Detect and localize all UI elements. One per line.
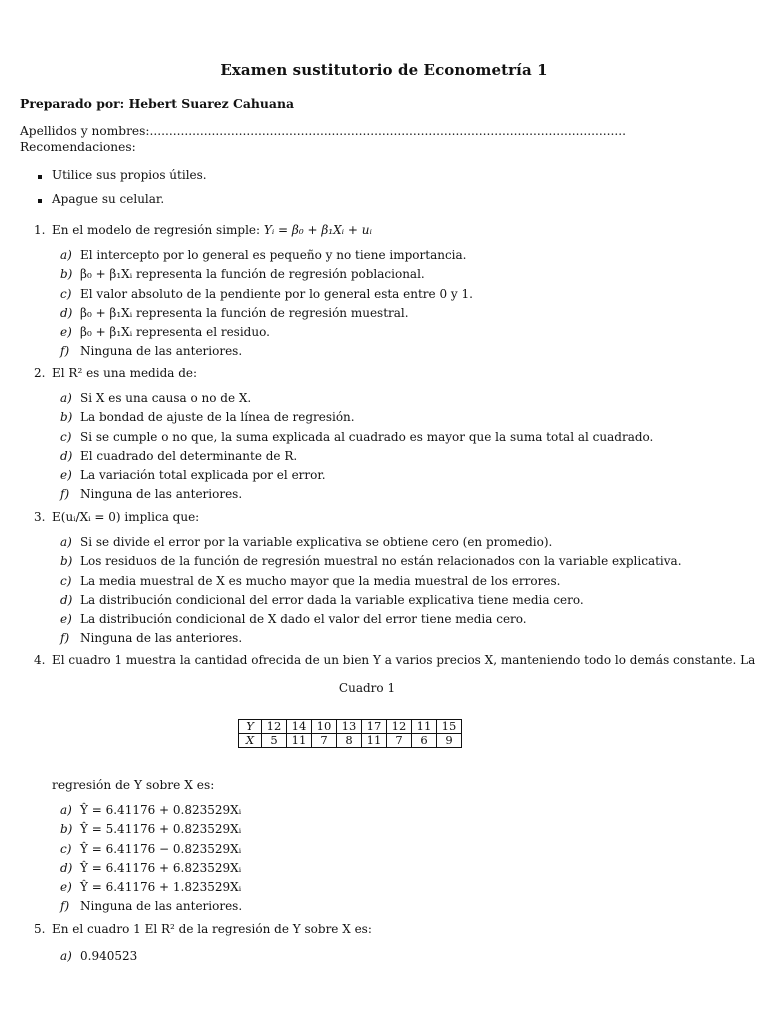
question-3 <box>34 510 199 524</box>
option-item[interactable]: c) La media muestral de X es mucho mayor que la media muestral de los errores. <box>60 573 561 588</box>
question-2-options <box>60 390 653 506</box>
option-item[interactable]: e) β₀ + β₁Xᵢ representa el residuo. <box>60 325 270 340</box>
option-item[interactable]: a) Si se divide el error por la variable explicativa se obtiene cero (en promedio). <box>60 535 553 549</box>
exam-page: Examen sustitutorio de Econometría 1 Preparado por: Hebert Suarez Cahuana Apellidos y nombres:........................................................................................................................... Recomendaciones: Utilice sus propios útiles. Apague su celular. 1. En el modelo de regresión simple: Yᵢ = β₀ + β₁Xᵢ + uᵢ a) El intercepto por lo general es pequeño y no tiene importancia. b) β₀ + β₁Xᵢ representa la función de regresión poblacional. c) El valor absoluto de la pendiente por lo general esta entre 0 y 1. d) β₀ + β₁Xᵢ representa la función de regresión muestral. e) β₀ + β₁Xᵢ representa el residuo. f) Ninguna de las anteriores. 2. El R² es una medida de: a) Si X es una causa o no de X. b) La bondad de ajuste de la línea de regresión. c) Si se cumple o no que, la suma explicada al cuadrado es mayor que la suma total al cuadrado. d) El cuadrado del determinante de R. e) La variación total explicada por el error. f) Ninguna de las anteriores. 3. E(uᵢ/Xᵢ = 0) implica que: a) Si se divide el error por la variable explicativa se obtiene cero (en promedio). b) Los residuos de la función de regresión muestral no están relacionados con la variable explicativa. c) La media muestral de X es mucho mayor que la media muestral de los errores. d) La distribución condicional del error dada la variable explicativa tiene media cero. e) La distribución condicional de X dado el valor del error tiene media cero. f) Ninguna de las anteriores. 4. El cuadro 1 muestra la cantidad ofrecida de un bien Y a varios precios X, manteniendo todo lo demás constante. La Cuadro 1 Y 12 14 10 13 17 12 11 15 X 5 11 7 8 11 7 6 9 regresión de Y sobre X es: a) Ŷ = 6.41176 + 0.823529Xᵢ b) Ŷ = 5.41176 + 0.823529Xᵢ c) Ŷ = 6.41176 − 0.823529Xᵢ d) Ŷ = 6.41176 + 6.823529Xᵢ e) Ŷ = 6.41176 + 1.823529Xᵢ f) Ninguna de las anteriores. 5. En el cuadro 1 El R² de la regresión de Y sobre X es: a) 0.940523 <box>0 0 768 1024</box>
option-item[interactable]: b) La bondad de ajuste de la línea de regresión. <box>60 410 355 425</box>
row-header: Y <box>239 720 262 734</box>
bullet-square-icon <box>38 199 42 203</box>
table-cell: 17 <box>362 720 387 734</box>
table-cell: 7 <box>387 734 412 748</box>
question-4 <box>34 653 755 667</box>
question-text: E(uᵢ/Xᵢ = 0) implica que: <box>52 510 200 524</box>
option-item[interactable]: f) Ninguna de las anteriores. <box>60 344 243 359</box>
question-4-continuation: regresión de Y sobre X es: <box>52 778 215 792</box>
option-item[interactable]: c) El valor absoluto de la pendiente por lo general esta entre 0 y 1. <box>60 286 473 301</box>
option-item[interactable]: f) Ninguna de las anteriores. <box>60 899 243 914</box>
option-item[interactable]: b) β₀ + β₁Xᵢ representa la función de regresión poblacional. <box>60 267 425 282</box>
data-table <box>238 719 462 748</box>
table-cell: 6 <box>412 734 437 748</box>
question-5 <box>34 922 372 936</box>
option-item[interactable]: e) Ŷ = 6.41176 + 1.823529Xᵢ <box>60 880 242 895</box>
option-item[interactable]: a) Si X es una causa o no de X. <box>60 391 252 405</box>
question-text: El cuadro 1 muestra la cantidad ofrecida de un bien Y a varios precios X, manteniendo todo lo demás constante. La <box>52 653 756 667</box>
bullet-square-icon <box>38 175 42 179</box>
table-cell: 12 <box>387 720 412 734</box>
question-text: El R² es una medida de: <box>52 366 198 380</box>
question-number: 3. <box>34 510 46 524</box>
question-1-options <box>60 247 473 363</box>
prepared-by: Preparado por: Hebert Suarez Cahuana <box>20 96 294 111</box>
option-item[interactable]: e) La variación total explicada por el error. <box>60 468 326 483</box>
option-item[interactable]: d) La distribución condicional del error dada la variable explicativa tiene media cero. <box>60 592 584 607</box>
option-item[interactable]: d) β₀ + β₁Xᵢ representa la función de regresión muestral. <box>60 305 409 320</box>
option-item[interactable]: d) El cuadrado del determinante de R. <box>60 448 298 463</box>
table-cell: 11 <box>287 734 312 748</box>
table-cell: 12 <box>262 720 287 734</box>
question-text: En el modelo de regresión simple: <box>52 223 264 237</box>
option-item[interactable]: f) Ninguna de las anteriores. <box>60 631 243 646</box>
question-2 <box>34 366 197 380</box>
table-cell: 10 <box>312 720 337 734</box>
exam-title: Examen sustitutorio de Econometría 1 <box>220 61 548 79</box>
table-row <box>239 720 462 734</box>
table-cell: 14 <box>287 720 312 734</box>
table-cell: 5 <box>262 734 287 748</box>
table-cell: 8 <box>337 734 362 748</box>
row-header: X <box>239 734 262 748</box>
question-5-options <box>60 948 137 967</box>
question-number: 1. <box>34 223 46 237</box>
table-caption: Cuadro 1 <box>338 681 396 695</box>
question-3-options <box>60 534 682 650</box>
question-number: 5. <box>34 922 46 936</box>
option-item[interactable]: d) Ŷ = 6.41176 + 6.823529Xᵢ <box>60 860 242 875</box>
question-formula: Yᵢ = β₀ + β₁Xᵢ + uᵢ <box>263 223 372 237</box>
option-item[interactable]: b) Ŷ = 5.41176 + 0.823529Xᵢ <box>60 822 242 837</box>
recommendations-label: Recomendaciones: <box>20 140 136 154</box>
table-row <box>239 734 462 748</box>
option-item[interactable]: e) La distribución condicional de X dado el valor del error tiene media cero. <box>60 612 527 627</box>
table-cell: 9 <box>437 734 462 748</box>
table-cell: 15 <box>437 720 462 734</box>
option-item[interactable]: a) Ŷ = 6.41176 + 0.823529Xᵢ <box>60 803 242 817</box>
table-cell: 13 <box>337 720 362 734</box>
question-4-options <box>60 802 242 918</box>
question-text: En el cuadro 1 El R² de la regresión de Y sobre X es: <box>52 922 372 936</box>
question-number: 2. <box>34 366 46 380</box>
table-cell: 11 <box>412 720 437 734</box>
option-item[interactable]: c) Si se cumple o no que, la suma explicada al cuadrado es mayor que la suma total al cuadrado. <box>60 429 654 444</box>
table-cell: 7 <box>312 734 337 748</box>
option-item[interactable]: f) Ninguna de las anteriores. <box>60 487 243 502</box>
table-cell: 11 <box>362 734 387 748</box>
option-item[interactable]: a) El intercepto por lo general es pequeño y no tiene importancia. <box>60 248 467 262</box>
option-item[interactable]: b) Los residuos de la función de regresión muestral no están relacionados con la variable explicativa. <box>60 554 682 569</box>
option-item[interactable]: c) Ŷ = 6.41176 − 0.823529Xᵢ <box>60 841 242 856</box>
name-field-line: Apellidos y nombres:........................................................................................................................... <box>20 124 626 138</box>
question-number: 4. <box>34 653 46 667</box>
option-item[interactable]: a) 0.940523 <box>60 949 138 963</box>
question-1 <box>34 223 372 237</box>
